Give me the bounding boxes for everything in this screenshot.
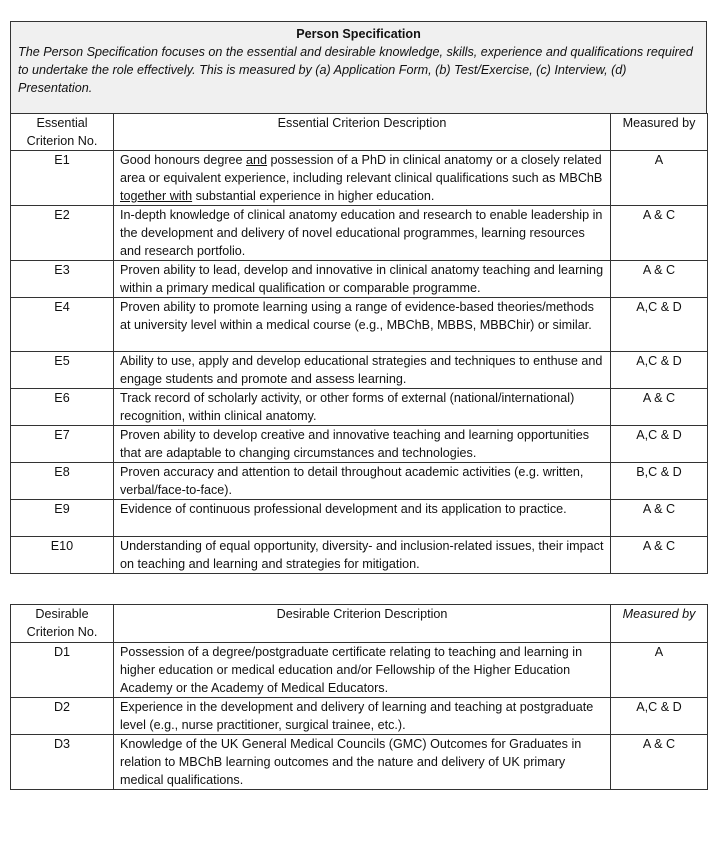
criterion-number: D2 (11, 698, 114, 735)
measured-by: A & C (611, 735, 708, 790)
criterion-description: Possession of a degree/postgraduate certificate relating to teaching and learning in higher education or medical education and/or Fellowship of the Higher Education Academy or the Academy of Medical Educators. (114, 643, 611, 698)
column-header-description: Desirable Criterion Description (114, 605, 611, 643)
measured-by: B,C & D (611, 463, 708, 500)
criterion-number: E4 (11, 298, 114, 352)
measured-by: A,C & D (611, 352, 708, 389)
criterion-number: E8 (11, 463, 114, 500)
column-header-measured: Measured by (611, 114, 708, 151)
intro-text: The Person Specification focuses on the essential and desirable knowledge, skills, experience and qualifications required to undertake the role effectively. This is measured by (a) Application Form, (b) Test/Exercise, (c) Interview, (d) Presentation. (18, 45, 693, 95)
criterion-description: Proven ability to lead, develop and innovative in clinical anatomy teaching and learning within a primary medical qualification or comparable programme. (114, 261, 611, 298)
measured-by: A (611, 151, 708, 206)
table-row (11, 151, 708, 206)
criterion-description: Proven ability to develop creative and innovative teaching and learning opportunities that are adaptable to changing circumstances and technologies. (114, 426, 611, 463)
table-row (11, 352, 708, 389)
measured-by: A & C (611, 500, 708, 537)
section-title: Person Specification (296, 27, 421, 41)
table-row (11, 389, 708, 426)
criterion-description: Knowledge of the UK General Medical Councils (GMC) Outcomes for Graduates in relation to MBChB learning outcomes and the nature and delivery of UK primary medical qualifications. (114, 735, 611, 790)
essential-criteria-table (10, 113, 708, 574)
measured-by: A & C (611, 537, 708, 574)
criterion-description: In-depth knowledge of clinical anatomy education and research to enable leadership in the development and delivery of novel educational programmes, learning resources and research portfolio. (114, 206, 611, 261)
measured-by: A & C (611, 261, 708, 298)
criterion-description: Experience in the development and delivery of learning and teaching at postgraduate level (e.g., nurse practitioner, surgical trainee, etc.). (114, 698, 611, 735)
measured-by: A (611, 643, 708, 698)
table-row (11, 537, 708, 574)
criterion-number: E7 (11, 426, 114, 463)
criterion-description: Proven accuracy and attention to detail throughout academic activities (e.g. written, verbal/face-to-face). (114, 463, 611, 500)
table-header-row (11, 114, 708, 151)
table-row (11, 426, 708, 463)
table-row (11, 261, 708, 298)
criterion-number: E5 (11, 352, 114, 389)
criterion-description: Proven ability to promote learning using a range of evidence-based theories/methods at university level within a medical course (e.g., MBChB, MBBS, MBBChir) or similar. (114, 298, 611, 352)
table-row (11, 735, 708, 790)
criterion-number: E1 (11, 151, 114, 206)
measured-by: A,C & D (611, 426, 708, 463)
desirable-criteria-table (10, 604, 708, 790)
table-row (11, 463, 708, 500)
table-row (11, 206, 708, 261)
measured-by: A,C & D (611, 298, 708, 352)
criterion-description: Track record of scholarly activity, or other forms of external (national/international) recognition, within clinical anatomy. (114, 389, 611, 426)
criterion-number: D1 (11, 643, 114, 698)
criterion-description: Ability to use, apply and develop educational strategies and techniques to enthuse and engage students and promote and assess learning. (114, 352, 611, 389)
criterion-description: Evidence of continuous professional development and its application to practice. (114, 500, 611, 537)
table-row (11, 500, 708, 537)
table-row (11, 643, 708, 698)
criterion-number: D3 (11, 735, 114, 790)
criterion-description: Good honours degree and possession of a PhD in clinical anatomy or a closely related area or equivalent experience, including relevant clinical qualifications such as MBChB together with substantial experience in higher education. (114, 151, 611, 206)
column-header-description: Essential Criterion Description (114, 114, 611, 151)
person-specification-intro (10, 21, 707, 113)
table-header-row (11, 605, 708, 643)
table-row (11, 298, 708, 352)
criterion-number: E9 (11, 500, 114, 537)
criterion-number: E2 (11, 206, 114, 261)
measured-by: A,C & D (611, 698, 708, 735)
criterion-number: E10 (11, 537, 114, 574)
criterion-description: Understanding of equal opportunity, diversity- and inclusion-related issues, their impact on teaching and learning and strategies for mitigation. (114, 537, 611, 574)
table-row (11, 698, 708, 735)
column-header-number: Essential Criterion No. (11, 114, 114, 151)
column-header-measured: Measured by (611, 605, 708, 643)
criterion-number: E6 (11, 389, 114, 426)
column-header-number: Desirable Criterion No. (11, 605, 114, 643)
criterion-number: E3 (11, 261, 114, 298)
measured-by: A & C (611, 206, 708, 261)
measured-by: A & C (611, 389, 708, 426)
